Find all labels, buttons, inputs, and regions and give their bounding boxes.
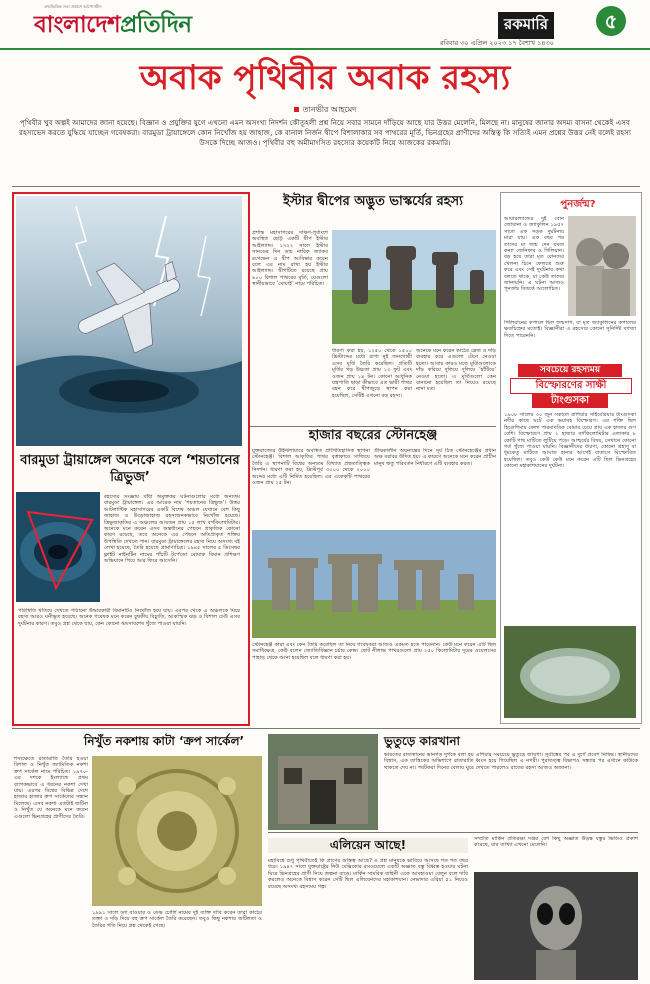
stonehenge-body-3: গ্রীষ্মকালীন অয়নান্তের দিনে সূর্য ঠিক স্টোনহেঞ্জের প্রধান অক্ষ বরাবর উদিত হয়। এ কারণে অনেকে মনে করেন প্রাচীন মানুষ ঋতু পরিবর্তন নির্ধারণে এটি ব্যবহার করত। [374, 448, 496, 467]
intro-divider [12, 186, 640, 187]
alien-side-text: সম্প্রতি মার্কিন প্রতিরক্ষা দপ্তর বেশ কিছু অজ্ঞাত উড়ন্ত বস্তুর ভিডিও প্রকাশ করেছে, যার ব্যাখ্যা এখনো মেলেনি। [474, 836, 638, 849]
crop-circle-body-2: ১৯৯১ সালে ডগ বাওয়ার ও ডেভ চোর্লি নামের দুই ব্যক্তি দাবি করেন তারা কাঠের তক্তা ও দড়ি দিয়ে বহু ক্রপ সার্কেল তৈরি করেছেন। তবুও কিছু নকশার জটিলতা ও তৈরির গতি নিয়ে প্রশ্ন থেকেই গেছে। [92, 910, 262, 929]
bermuda-vortex-image [16, 492, 100, 602]
crop-circle-image [92, 756, 262, 906]
moai-statues-image [332, 230, 496, 344]
section-label: রকমারি [498, 12, 554, 39]
bermuda-storm-image [16, 196, 242, 446]
ghost-factory-image [268, 734, 378, 830]
stonehenge-image [252, 530, 496, 638]
alien-image [474, 872, 638, 980]
masthead-tagline: তথ্যভিত্তিক সত্য প্রকাশে আপোসহীন [44, 4, 102, 9]
rebirth-body: আয়ারল্যান্ডের দুই বোন জোয়ানা ও জ্যাকুলিন ১৯৫৭ সালে এক সড়ক দুর্ঘটনায় মারা যায়। এক বছর পর তাদের মা জন্ম দেন যমজ কন্যা জেনিফার ও গিলিয়ান। বড় হয়ে তারা মৃত বোনদের খেলনা চিনে ফেলতে শুরু করে এবং সেই দুর্ঘটনার কথা বলতে থাকে, যা কেউ তাদের জানায়নি। এ ঘটনা আজও পুনর্জন্ম বিতর্কে আলোচিত। [504, 216, 564, 293]
newspaper-logo[interactable] [34, 6, 192, 45]
easter-title: ইস্টার দ্বীপের অদ্ভুত ভাস্কর্যের রহস্য [283, 194, 463, 209]
easter-body-1: প্রশান্ত মহাসাগরের দক্ষিণ-পূর্বাংশে অবস্থিত ছোট্ট একটি দ্বীপ ইস্টার আইল্যান্ড। ১৭২২ সালে ইস্টার সানডের দিন ডাচ নাবিক জ্যাকব রগেভেন এ দ্বীপ আবিষ্কার করেন বলে এর নাম রাখা হয় ইস্টার আইল্যান্ড। দ্বীপটিতে রয়েছে প্রায় ৯০০ বিশাল পাথরের মূর্তি, যেগুলো স্থানীয়ভাবে ‘মোয়াই’ নামে পরিচিত। [252, 230, 328, 288]
logo-part-2: প্রতিদিন [120, 12, 192, 38]
bermuda-body-2: পরিস্থিতি খতিয়ে দেখতে পাঠানো উদ্ধারকারী বিমানটিও নিখোঁজ হয়ে যায়। এরপর থেকে এ অঞ্চলকে ঘিরে রহস্য আরও ঘনীভূত হয়েছে। অনেক গবেষক মনে করেন চুম্বকীয় বিচ্যুতি, আকস্মিক ঝড় ও বিশাল ঢেউ এসব দুর্ঘটনার কারণ। তবুও প্রশ্ন থেকে যায়, কেন কোনো ধ্বংসাবশেষ খুঁজে পাওয়া যায়নি। [18, 608, 240, 627]
intro-paragraph: পৃথিবীর খুব অল্পই আমাদের জানা হয়েছে। বিজ্ঞান ও প্রযুক্তির যুগে এখনো এমন অসংখ্য নিদর্শন কৌতূহলী প্রশ্ন নিয়ে সবার সামনে দাঁড়িয়ে আছে যার উত্তর মেলেনি, মিলছে না। মানুষের জানার অদম্য বাসনা থেকেই এসব রহস্যভেদ করতে যুদ্ধিয়ে যাচ্ছেন গবেষকরা। বারমুডা ট্রায়াঙ্গেলে কোন নিখোঁজ হয় জাহাজ, কে বানাল নির্জন দ্বীপে বিশালাকার সব পাথরের মূর্তি, ভিনগ্রহের প্রাণীদের অস্তিত্ব কি সত্যিই এমন প্রশ্নের উত্তর নেই বলেই রহস্য উসকে দিচ্ছে আজও। পৃথিবীর বহু অমীমাংসিত রহস্যের কয়েকটি নিয়ে আজকের রকমারি। [19, 118, 631, 147]
rebirth-body-2: গিলিয়ানের কপালে ছিল জন্মদাগ, যা মৃত জ্যাকুলিনের কপালের ক্ষতচিহ্নের মতোই। বিজ্ঞানীরা এ রহস্যের কোনো সুনির্দিষ্ট ব্যাখ্যা দিতে পারেননি। [504, 320, 636, 339]
bottom-divider [12, 728, 640, 729]
tunguska-tag-1: সবচেয়ে রহস্যময় [518, 364, 622, 377]
bermuda-body-1: রহস্যের সংজ্ঞায় বাঁধা অমুক্তকর ঘটনাগুলোর মধ্যে অন্যতম বারমুডা ট্রায়াঙ্গেল। এর আরেক নাম ‘শয়তানের ত্রিভুজ’। উত্তর আটলান্টিক মহাসাগরের একটি বিশেষ অঞ্চল যেখানে বেশ কিছু জাহাজ ও উড়োজাহাজ রহস্যজনকভাবে নিখোঁজ হয়েছে। ত্রিভুজাকৃতির এ অঞ্চলের আয়তন প্রায় ১৫ লাখ বর্গকিলোমিটার। অনেকে মনে করেন এসব অন্তর্ধানের পেছনে প্রাকৃতিক কোনো কারণ রয়েছে, তবে অনেকে এর পেছনে অতিপ্রাকৃত শক্তির উপস্থিতি দেখতে পান। বারমুডা ট্রায়াঙ্গেলের রহস্য নিয়ে অসংখ্য বই লেখা হয়েছে, তৈরি হয়েছে প্রামাণ্যচিত্র। ১৯৪৫ সালের ৫ ডিসেম্বর ফ্লাইট নাইনটিন নামের পাঁচটি টর্পেডো বোমারু বিমান প্রশিক্ষণ অভিযানে গিয়ে আর ফিরে আসেনি। [104, 494, 240, 565]
byline-author: তানভীর আহমেদ [302, 105, 357, 114]
alien-divider [268, 832, 638, 833]
crop-circle-title: নিখুঁত নকশায় কাটা ‘ক্রপ সার্কেল’ [83, 734, 245, 748]
alien-title: এলিয়েন আছে! [268, 838, 468, 853]
dateline: রবিবার ৩০ এপ্রিল ২০২৩ ১৭ বৈশাখ ১৪৩০ [440, 39, 554, 47]
ghost-body: ভারতের রাজস্থানের ভানগড় দুর্গকে বলা হয় এশিয়ার সবচেয়ে ভুতুড়ে জায়গা। সূর্যাস্তের পর এ দুর্গে প্রবেশ নিষিদ্ধ। স্থানীয়দের বিশ্বাস, এক তান্ত্রিকের অভিশাপে রাতারাতি ধ্বংস হয়ে গিয়েছিল এ নগরী। পুরাতত্ত্ব বিভাগও সন্ধ্যার পর এখানে কাউকে থাকতে দেয় না। পর্যটকরা দিনের বেলায় ঘুরে দেখতে পারলেও রাতের রহস্য আজও অজানা। [384, 752, 638, 771]
tunguska-tag-2: বিস্ফোরণের সাক্ষী [510, 378, 632, 394]
stonehenge-title: হাজার বছরের স্টোনহেঞ্জ [308, 428, 438, 443]
alien-body: মহাবিশ্বে শুধু পৃথিবীতেই কি প্রাণের অস্তিত্ব আছে? এ প্রশ্ন মানুষকে ভাবিয়ে আসছে শত শত বছর ধরে। ১৯৪৭ সালে যুক্তরাষ্ট্রের নিউ মেক্সিকোর রসওয়েলে একটি অজ্ঞাত বস্তু বিধ্বস্ত হওয়ার ঘটনা ঘিরে ভিনগ্রহের প্রাণী নিয়ে জল্পনা বাড়ে। মার্কিন সামরিক বাহিনী একে আবহাওয়া বেলুন বলে দাবি করলেও অনেকে বিশ্বাস করেন সেটি ছিল এলিয়েনদের মহাকাশযান। নেভাদার এরিয়া ৫১ নিয়েও রয়েছে অসংখ্য রহস্যময় গল্প। [268, 858, 468, 890]
easter-body-2: ধারণা করা হয়, ১২৫০ থেকে ১৫০০ খ্রিস্টাব্দের মধ্যে রাপা নুই জনগোষ্ঠী এসব মূর্তি তৈরি করেছিল। প্রতিটি মূর্তির গড় উচ্চতা প্রায় ১৩ ফুট এবং ওজন প্রায় ১৪ টন। কোনো আধুনিক যন্ত্রপাতি ছাড়া কীভাবে এত ভারী পাথর বহন করে দ্বীপজুড়ে স্থাপন করা হয়েছিল, সেটিই এখনো বড় রহস্য। [332, 348, 412, 399]
rebirth-tag: পুনর্জন্ম? [548, 198, 608, 212]
byline [0, 104, 650, 117]
ghost-title: ভুতুড়ে কারখানা [384, 734, 460, 748]
tunguska-body: ১৯০৮ সালের ৩০ জুন সকালে রাশিয়ার সাইবেরিয়ার টাংগুসকা নদীর কাছে ঘটে এক ভয়াবহ বিস্ফোরণ। এর শক্তি ছিল হিরোশিমায় ফেলা পারমাণবিক বোমার চেয়ে প্রায় এক হাজার গুণ বেশি। বিস্ফোরণে প্রায় ২ হাজার বর্গকিলোমিটার এলাকার ৮ কোটি গাছ মাটিতে লুটিয়ে পড়ে। আশ্চর্যের বিষয়, সেখানে কোনো গর্ত খুঁজে পাওয়া যায়নি। বিজ্ঞানীদের ধারণা, কোনো গ্রহাণু বা ধূমকেতু মাটিতে আঘাত হানার আগেই বাতাসে বিস্ফোরিত হয়েছিল। তবুও কেউ কেউ মনে করেন এটি ছিল ভিনগ্রহের কোনো মহাকাশযানের দুর্ঘটনা। [504, 412, 636, 470]
logo-part-1: বাংলাদেশ [34, 12, 121, 38]
crop-circle-body-1: শস্যক্ষেতে রাতারাতি তৈরি হওয়া বিশাল ও নিখুঁত জ্যামিতিক নকশা ক্রপ সার্কেল নামে পরিচিত। ১৯৭০-এর দশকে ইংল্যান্ডে প্রথম ব্যাপকভাবে এ ধরনের নকশা দেখা যায়। এরপর বিশ্বের বিভিন্ন দেশে হাজার হাজার ক্রপ সার্কেলের সন্ধান মিলেছে। এসব নকশা এতটাই জটিল ও নিখুঁত যে অনেকে মনে করেন এগুলো ভিনগ্রহের প্রাণীদের তৈরি। [14, 756, 88, 820]
stonehenge-body-2: স্টোনহেঞ্জ কারা এবং কেন তৈরি করেছিল তা নিয়ে গবেষকরা আজও একমত হতে পারেননি। কেউ মনে করেন এটি ছিল সমাধিক্ষেত্র, কেউ বলেন জ্যোতির্বিজ্ঞান চর্চার কেন্দ্র। ছোট নীলাভ পাথরগুলো প্রায় ২৫০ কিলোমিটার দূরের ওয়েলসের পাহাড় থেকে আনা হয়েছিল বলে ধারণা করা হয়। [252, 642, 496, 661]
tunguska-crater-image [504, 626, 636, 718]
page-number: ৫ [596, 6, 626, 36]
page-headline: অবাক পৃথিবীর অবাক রহস্য [139, 58, 511, 98]
tunguska-tag-3: টাংগুসকা [532, 394, 608, 408]
byline-square-icon [294, 107, 299, 112]
bermuda-title: বারমুডা ট্রায়াঙ্গেল অনেকে বলে ‘শয়তানের ত্রিভুজ’ [20, 453, 240, 485]
stonehenge-body-1: যুক্তরাজ্যের উইল্টশায়ারে অবস্থিত প্রাগৈতিহাসিক স্থাপনা স্টোনহেঞ্জ। বিশাল আকৃতির পাথর বৃত্তাকারে সাজিয়ে তৈরি এ স্থাপনাটি বিশ্বের অন্যতম বিখ্যাত প্রত্নতাত্ত্বিক নিদর্শন। ধারণা করা হয়, খ্রিস্টপূর্ব ৩০০০ থেকে ২০০০ অব্দের মধ্যে এটি নির্মিত হয়েছিল। এর একেকটি পাথরের ওজন প্রায় ২৫ টন। [252, 448, 370, 487]
stonehenge-divider [250, 426, 496, 427]
twin-sisters-photo [568, 216, 636, 316]
easter-body-3: অনেকে মনে করেন কাঠের স্লেজ ও দড়ি ব্যবহার করে এগুলো টেনে নেওয়া হতো। আবার কারও মতে মূর্তিগুলোকে দাঁড় করিয়ে দুলিয়ে দুলিয়ে ‘হাঁটিয়ে’ নেওয়া হতো। এ মূর্তিগুলো কেন বানানো হয়েছিল তা নিয়েও রয়েছে নানা মত। [416, 348, 496, 393]
